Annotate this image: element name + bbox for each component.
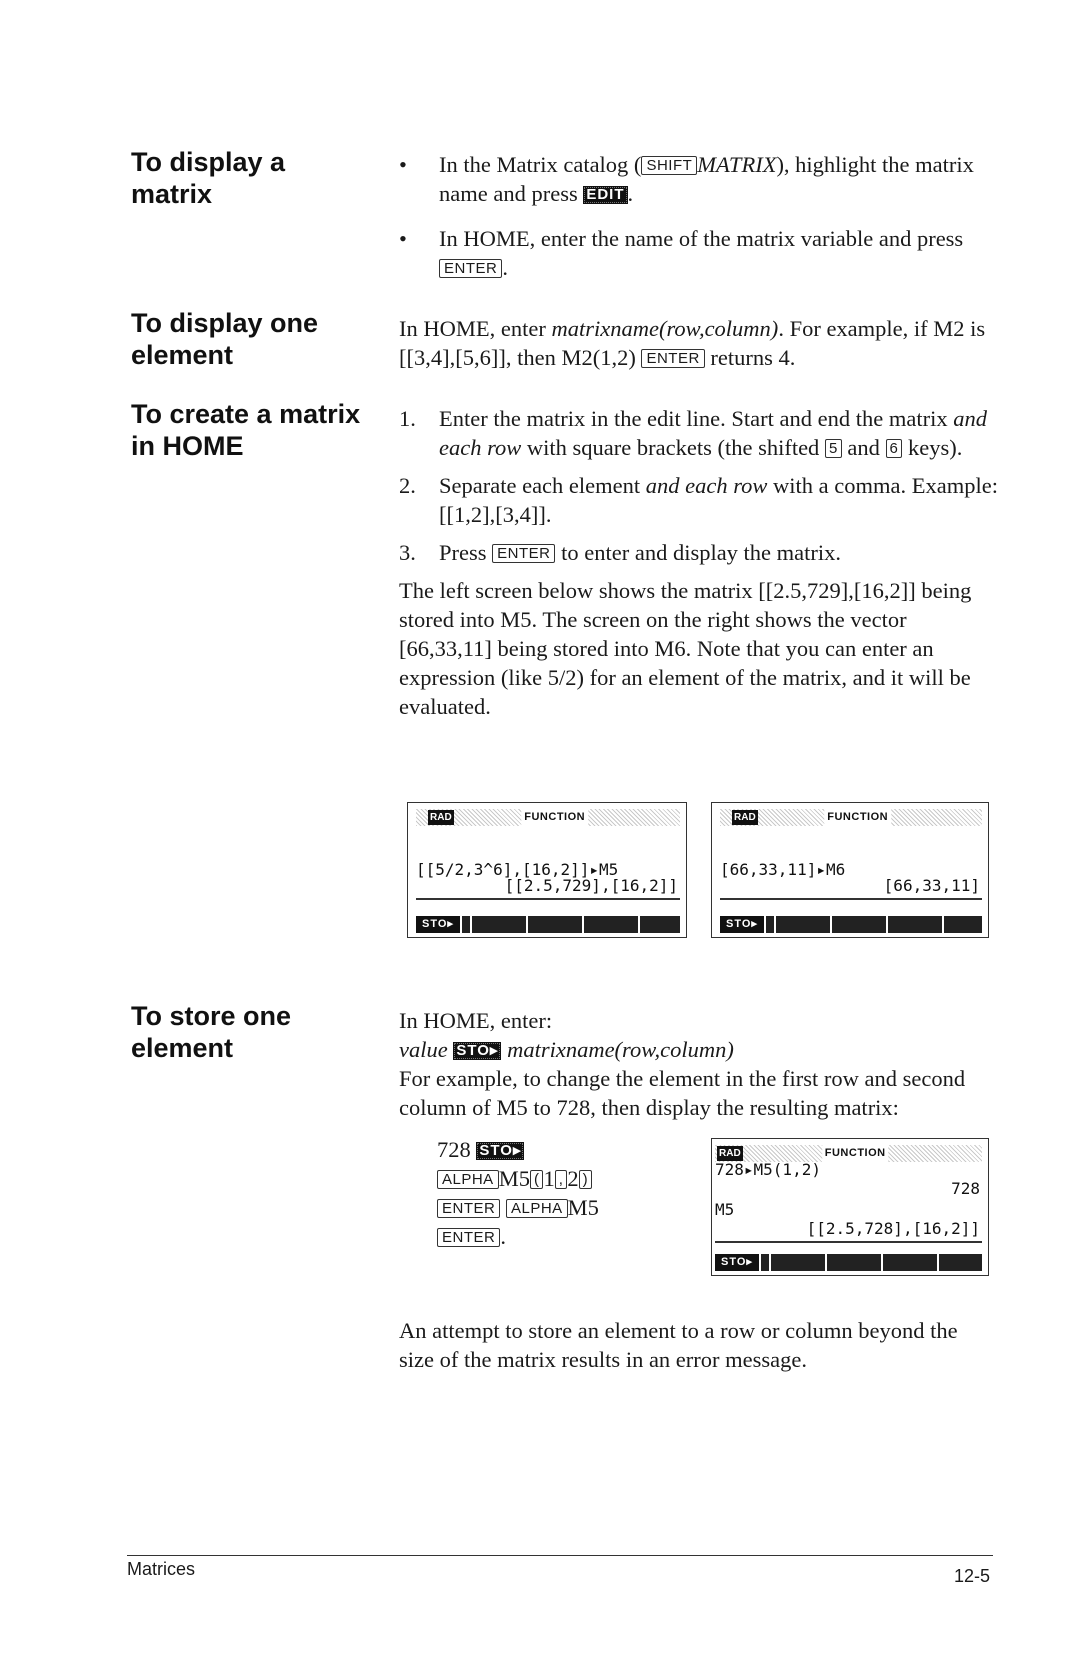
screen-status-bar [416,809,680,826]
shift-key: SHIFT [641,156,697,175]
app-title: FUNCTION [822,1145,889,1162]
angle-mode-badge: RAD [734,812,756,823]
heading-create-matrix: To create a matrix in HOME [131,399,361,461]
step-item: 1. Enter the matrix in the edit line. Start and end the matrix and each row with square brackets (the shifted 5 and 6 keys). [399,406,987,460]
history-entry: M5 [715,1200,735,1219]
enter-key: ENTER [437,1199,500,1218]
history-entry: [[5/2,3^6],[16,2]]▸M5 [416,860,619,879]
sto-softkey: STO▸ [720,916,766,933]
heading-display-matrix: To display a matrix [131,147,286,209]
bullet-item: • In the Matrix catalog ( SHIFT MATRIX), highlight the matrix name and press EDIT . [399,152,974,206]
key-5: 5 [825,439,842,458]
history-entry: 728▸M5(1,2) [715,1160,821,1179]
enter-key: ENTER [439,259,502,278]
enter-key: ENTER [437,1228,500,1247]
history-result: [[2.5,729],[16,2]] [504,876,678,895]
bullet-icon: • [399,226,407,251]
explanation-paragraph: The left screen below shows the matrix [[2.5,729],[16,2]] being stored into M5. The screen on the right shows the vector [66,33,11] being stored into M6. Note that you can enter an expression (like 5/2) for an element of the matrix, and it will be evaluated. [399,578,972,719]
history-result: 728 [951,1179,980,1198]
softkey-menu [715,1254,982,1271]
app-title: FUNCTION [521,809,588,826]
footer-chapter: Matrices [127,1559,196,1579]
store-element-body: In HOME, enter: value STO▸ matrixname(row,column) For example, to change the element in the first row and second column of M5 to 728, then display the resulting matrix: [399,1006,999,1122]
heading-display-element: To display one element [131,308,319,370]
key-6: 6 [886,439,903,458]
edit-line-divider [416,898,680,900]
edit-softkey: EDIT [583,186,627,204]
softkey-menu [416,916,680,933]
sto-softkey: STO▸ [715,1254,761,1271]
page-number: 12-5 [953,1566,990,1586]
display-element-body: In HOME, enter matrixname(row,column). For example, if M2 is [[3,4],[5,6]], then M2(1,2) ENTER returns 4. [399,316,986,370]
sto-softkey: STO▸ [476,1142,524,1160]
bullet-icon: • [399,152,407,177]
alpha-key: ALPHA [506,1199,568,1218]
angle-mode-badge: RAD [719,1148,741,1159]
display-matrix-body [399,150,999,282]
key-sequence: 728 STO▸ ALPHA M5 ( 1 , 2 ) ENTER ALPHA M5 ENTER . [437,1137,599,1249]
bullet-item: • In HOME, enter the name of the matrix variable and press ENTER . [399,226,964,280]
calculator-screen-left [407,802,687,938]
app-title: FUNCTION [824,809,891,826]
sto-softkey: STO▸ [453,1042,501,1060]
softkey-menu [720,916,982,933]
heading-store-element: To store one element [131,1001,292,1063]
screen-status-bar [720,809,982,826]
history-result: [[2.5,728],[16,2]] [806,1219,980,1238]
history-entry: [66,33,11]▸M6 [720,860,846,879]
enter-key: ENTER [492,544,555,563]
edit-line-divider [715,1241,982,1243]
footer-rule [127,1555,993,1556]
alpha-key: ALPHA [437,1170,499,1189]
edit-line-divider [720,898,982,900]
calculator-screen-right [711,802,989,938]
comma-key: , [555,1170,568,1189]
enter-key: ENTER [641,349,704,368]
angle-mode-badge: RAD [430,812,452,823]
store-syntax: value STO▸ matrixname(row,column) [399,1037,734,1062]
history-result: [66,33,11] [883,876,980,895]
create-matrix-body [399,404,999,721]
store-example-paragraph: For example, to change the element in the first row and second column of M5 to 728, then display the resulting matrix: [399,1066,966,1120]
right-paren-key: ) [579,1170,593,1189]
step-item: 2. Separate each element and each row with a comma. Example: [[1,2],[3,4]]. [399,473,998,527]
left-paren-key: ( [530,1170,544,1189]
sto-softkey: STO▸ [416,916,462,933]
closing-paragraph: An attempt to store an element to a row or column beyond the size of the matrix results in an error message. [399,1318,958,1372]
calculator-screen-store [711,1138,989,1276]
step-item: 3. Press ENTER to enter and display the matrix. [399,540,842,565]
